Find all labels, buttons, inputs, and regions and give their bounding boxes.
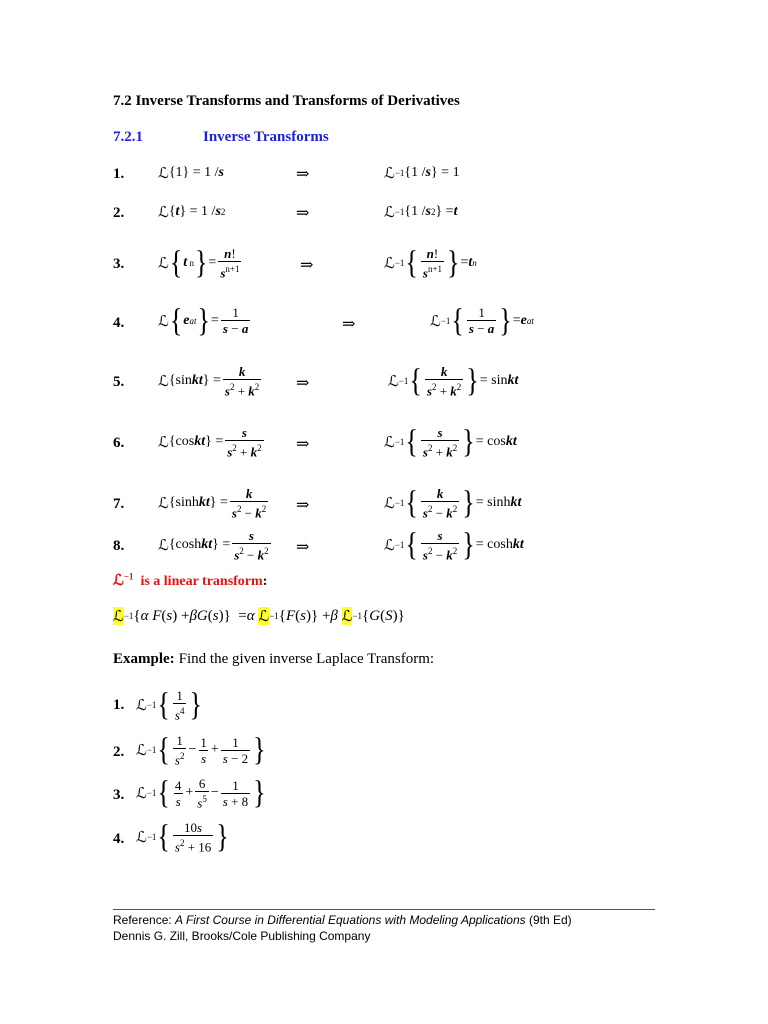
- example-number-1: 1.: [113, 697, 125, 713]
- laplace-symbol: ℒ: [113, 571, 124, 589]
- formula-4-left: ℒ { e at } = $\frac{1}{s - a}$: [158, 301, 249, 338]
- formula-1-left: ℒ {1} = 1 / s: [158, 164, 224, 182]
- implies-arrow: ⇒: [296, 375, 310, 392]
- formula-3-left: ℒ { t n } = $\frac{n!}{s^{n+1}}$: [158, 244, 240, 281]
- implies-arrow: ⇒: [296, 166, 310, 183]
- example-text: Find the given inverse Laplace Transform:: [178, 651, 435, 667]
- reference-prefix: Reference:: [113, 913, 176, 927]
- item-number-3: 3.: [113, 256, 125, 272]
- item-number-5: 5.: [113, 374, 125, 390]
- formula-8-right: ℒ −1 { $\frac{s}{s^2 - k^2}$ } = cosh kt: [384, 526, 524, 563]
- formula-8-left: ℒ {cosh kt } = $\frac{s}{s^2 - k^2}$: [158, 528, 269, 563]
- item-number-1: 1.: [113, 166, 125, 182]
- formula-4-right: ℒ −1 { $\frac{1}{s - a}$ } = e at: [430, 301, 534, 338]
- example-formula-1: ℒ −1 { $\frac{1}{s^4}$ }: [136, 686, 202, 723]
- example-formula-3: ℒ −1 { $\frac{4}{s}$ + $\frac{6}{s^5}$ − $\frac{1}{s + 8}$ }: [136, 774, 266, 811]
- section-number: 7.2.1: [113, 129, 143, 145]
- linear-transform-heading: [113, 571, 267, 590]
- example-number-4: 4.: [113, 831, 125, 847]
- section-title: Inverse Transforms: [203, 129, 329, 145]
- formula-5-right: ℒ −1 { $\frac{k}{s^2 + k^2}$ } = sin kt: [388, 362, 519, 399]
- implies-arrow: ⇒: [296, 539, 310, 556]
- reference-edition: (9th Ed): [525, 913, 572, 927]
- example-formula-2: ℒ −1 { $\frac{1}{s^2}$ − $\frac{1}{s}$ + $\frac{1}{s - 2}$ }: [136, 731, 266, 768]
- page-title: 7.2 Inverse Transforms and Transforms of Derivatives: [113, 93, 460, 109]
- example-number-2: 2.: [113, 744, 125, 760]
- reference-line-2: Dennis G. Zill, Brooks/Cole Publishing Company: [113, 929, 371, 943]
- linear-colon: :: [262, 574, 268, 589]
- reference-line-1: [113, 913, 572, 927]
- formula-7-right: ℒ −1 { $\frac{k}{s^2 - k^2}$ } = sinh kt: [384, 484, 522, 521]
- formula-6-right: ℒ −1 { $\frac{s}{s^2 + k^2}$ } = cos kt: [384, 423, 517, 460]
- inverse-superscript: −1: [123, 571, 134, 582]
- implies-arrow: ⇒: [296, 497, 310, 514]
- formula-7-left: ℒ {sinh kt } = $\frac{k}{s^2 - k^2}$: [158, 486, 267, 521]
- linearity-formula: ℒ −1 { α F ( s ) + βG ( s )} = α ℒ −1 { F ( s )} + β ℒ −1 { G ( S )}: [113, 607, 405, 625]
- formula-5-left: ℒ {sin kt } = $\frac{k}{s^2 + k^2}$: [158, 364, 260, 399]
- linear-label: is a linear transform: [140, 574, 263, 589]
- implies-arrow: ⇒: [296, 205, 310, 222]
- formula-2-left: ℒ { t } = 1 / s 2: [158, 203, 226, 221]
- formula-6-left: ℒ {cos kt } = $\frac{s}{s^2 + k^2}$: [158, 425, 262, 460]
- reference-divider: [113, 909, 655, 910]
- example-label: Example:: [113, 651, 175, 667]
- implies-arrow: ⇒: [296, 436, 310, 453]
- implies-arrow: ⇒: [342, 316, 356, 333]
- formula-3-right: ℒ −1 { $\frac{n!}{s^{n+1}}$ } = t n: [384, 244, 477, 281]
- item-number-4: 4.: [113, 315, 125, 331]
- item-number-2: 2.: [113, 205, 125, 221]
- formula-2-right: ℒ −1 {1 / s 2 } = t: [384, 203, 458, 221]
- item-number-7: 7.: [113, 496, 125, 512]
- item-number-8: 8.: [113, 538, 125, 554]
- implies-arrow: ⇒: [300, 257, 314, 274]
- reference-book-title: A First Course in Differential Equations with Modeling Applications: [175, 913, 526, 927]
- example-formula-4: ℒ −1 { $\frac{10s}{s^2 + 16}$ }: [136, 818, 229, 855]
- example-line: [113, 650, 434, 668]
- formula-1-right: ℒ −1 {1 / s } = 1: [384, 164, 460, 182]
- example-number-3: 3.: [113, 787, 125, 803]
- item-number-6: 6.: [113, 435, 125, 451]
